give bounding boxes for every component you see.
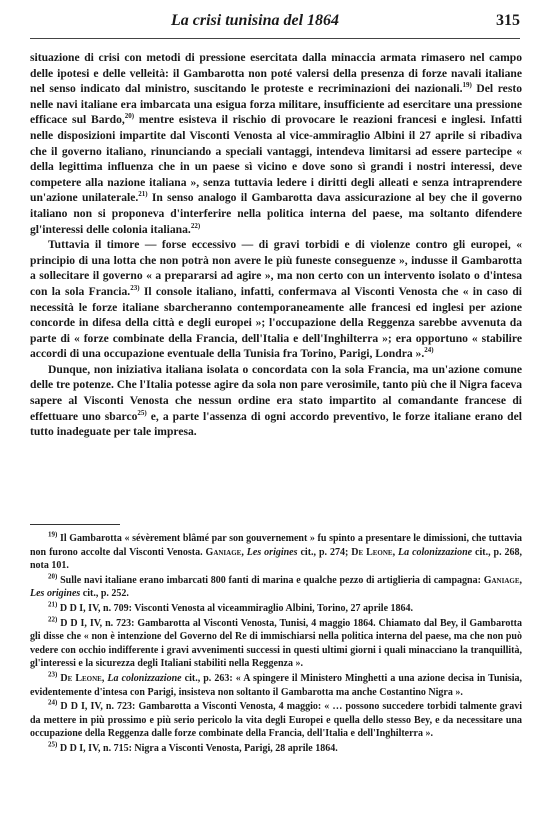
footnote-ref-22: 22) [190, 221, 201, 230]
text-span: situazione di crisi con metodi di pressione esercitata dalla minaccia armata rimasero nel campo delle ipotesi e delle velleità: il Gambarotta non poté valersi della presenza di forze navali italiane nel senso indicato dal ministro, suscitando le proteste e recriminazioni dei nazionali. [30, 51, 522, 96]
author-name: De Leone [60, 672, 102, 684]
footnote-19 [30, 532, 522, 573]
footnote-number: 22) [48, 615, 58, 624]
footnote-25 [30, 742, 522, 756]
header-rule [30, 38, 520, 39]
footnote-number: 24) [48, 698, 58, 707]
page-header [30, 12, 520, 34]
text-span: D D I, IV, n. 723: Gambarotta al Visconti Venosta, Tunisi, 4 maggio 1864. Chiamato dal Bey, il Gambarotta gli disse che « non è intenzione del Governo del Re di immischiarsi nella politica interna del paese, ma che non può vedere con occhio indifferente i gravi avvenimenti successi in questi ultimi giorni i quali minacciano la tranquillità, gl'interessi e la sicurezza degli Italiani stabiliti nella Reggenza ». [30, 617, 522, 670]
author-name: Ganiage [205, 546, 242, 558]
work-title: Les origines [246, 546, 298, 558]
footnote-number: 21) [48, 600, 58, 609]
work-title: Les origines [30, 588, 81, 600]
footnote-23 [30, 672, 522, 699]
footnotes [30, 532, 522, 757]
footnote-number: 25) [48, 740, 58, 749]
text-span: , [241, 546, 247, 558]
author-name: De Leone [351, 546, 393, 558]
footnote-ref-21: 21) [138, 190, 148, 199]
footnote-20 [30, 574, 522, 601]
paragraph-3 [30, 362, 522, 440]
text-span: In senso analogo il Gambarotta dava assicurazione al bey che il governo italiano non si proponeva d'interferire nella politica interna del paese, ma soltanto difendere gl'interessi delle colonia italiana. [30, 191, 522, 236]
text-span: cit., p. 263: « A spingere il Ministero Minghetti a una azione decisa in Tunisia, evidentemente d'intesa con Parigi, insisteva non soltanto il Gambarotta ma anche Costantino Nigra ». [30, 672, 523, 698]
text-span: cit., p. 268, nota 101. [30, 546, 523, 572]
text-span: Dunque, non iniziativa italiana isolata o concordata con la sola Francia, ma un'azione comune delle tre potenze. Che l'Italia potesse agire da sola non pare verosimile, tanto più che il Nigra faceva sapere al Visconti Venosta che nessun ordine era stato impartito al comandante francese di effettuare uno sbarco [30, 362, 522, 423]
text-span: cit., p. 252. [80, 588, 129, 600]
footnote-24 [30, 700, 522, 741]
text-span: Tuttavia il timore — forse eccessivo — di gravi torbidi e di violenze contro gli europei, « principio di una lotta che non potrà non avere le più funeste conseguenze », indusse il Gambarotta a sollecitare il governo « a prepararsi ad agire », ma non certo con un intervento isolato o d'intesa con la sola Francia. [30, 238, 522, 298]
footnote-22 [30, 617, 522, 671]
footnote-ref-19: 19) [462, 81, 472, 90]
text-span: D D I, IV, n. 709: Visconti Venosta al viceammiraglio Albini, Torino, 27 aprile 1864. [57, 602, 414, 614]
work-title: La colonizzazione [107, 672, 182, 684]
footnote-21 [30, 602, 522, 616]
main-text [30, 50, 522, 440]
footnote-number: 23) [48, 670, 58, 679]
text-span: D D I, IV, n. 715: Nigra a Visconti Venosta, Parigi, 28 aprile 1864. [57, 742, 338, 754]
work-title: La colonizzazione [398, 546, 473, 558]
text-span: Del resto nelle navi italiane era imbarcata una esigua forza militare, insufficiente ad esercitare una pressione efficace sul Bardo, [30, 82, 522, 127]
text-span: e, a parte l'assenza di ogni accordo preventivo, le forze italiane erano del tutto inadeguate per tale impresa. [30, 409, 522, 439]
running-title: La crisi tunisina del 1864 [170, 12, 340, 29]
paragraph-1 [30, 50, 522, 237]
paragraph-2 [30, 237, 522, 362]
footnote-separator [30, 524, 120, 525]
text-span: , [392, 546, 399, 558]
text-span: Sulle navi italiane erano imbarcati 800 fanti di marina e qualche pezzo di artiglieria di campagna: [57, 574, 484, 586]
text-span: Il console italiano, infatti, confermava al Visconti Venosta che « in caso di necessità le forze italiane sbarcheranno contemporaneamente alle francesi ed inglesi per azione concorde in difesa della città e degli europei »; l'occupazione della Reggenza sarebbe avvenuta da parte di « forze combinate della Francia, dell'Italia e dell'Inghilterra »; era opportuno « stabilire accordi di una occupazione eventuale della Tunisia fra Torino, Parigi, Londra ». [30, 284, 523, 361]
page-number: 315 [496, 12, 520, 29]
text-span: cit., p. 274; [297, 546, 352, 558]
footnote-ref-25: 25) [137, 408, 147, 417]
text-span: , [519, 574, 522, 586]
footnote-ref-24: 24) [424, 346, 434, 355]
text-span: D D I, IV, n. 723: Gambarotta a Visconti Venosta, 4 maggio: « … possono succedere torbidi talmente gravi da mettere in più prossimo e più serio pericolo la vita degli Europei e quella dello stesso Bey, e da necessitare una occupazione della Reggenza dalle forze combinate della Francia, dell'Italia e dell'Inghilterra ». [30, 701, 522, 740]
footnote-ref-20: 20) [124, 112, 135, 121]
footnote-number: 19) [48, 530, 58, 539]
text-span: , [101, 672, 108, 684]
footnote-number: 20) [48, 572, 58, 581]
text-span: mentre esisteva il rischio di provocare le reazioni francesi e inglesi. Infatti nelle disposizioni impartite dal Visconti Venosta al vice-ammiraglio Albini il 27 aprile si ribadiva che il governo italiano, rinunciando a speciali vantaggi, intendeva limitarsi ad essere partecipe « della legittima influenza che in un paese sì vicino e dove sono sì grandi i nostri interessi, deve competere alla nazione italiana », senza tuttavia ledere i diritti degli alleati e senza intraprendere un'azione unilaterale. [30, 113, 522, 205]
author-name: Ganiage [483, 574, 520, 586]
footnote-ref-23: 23) [130, 284, 140, 293]
text-span: Il Gambarotta « sévèrement blâmé par son gouvernement » fu spinto a presentare le dimissioni, che tuttavia non furono accolte dal Visconti Venosta. [30, 533, 522, 558]
